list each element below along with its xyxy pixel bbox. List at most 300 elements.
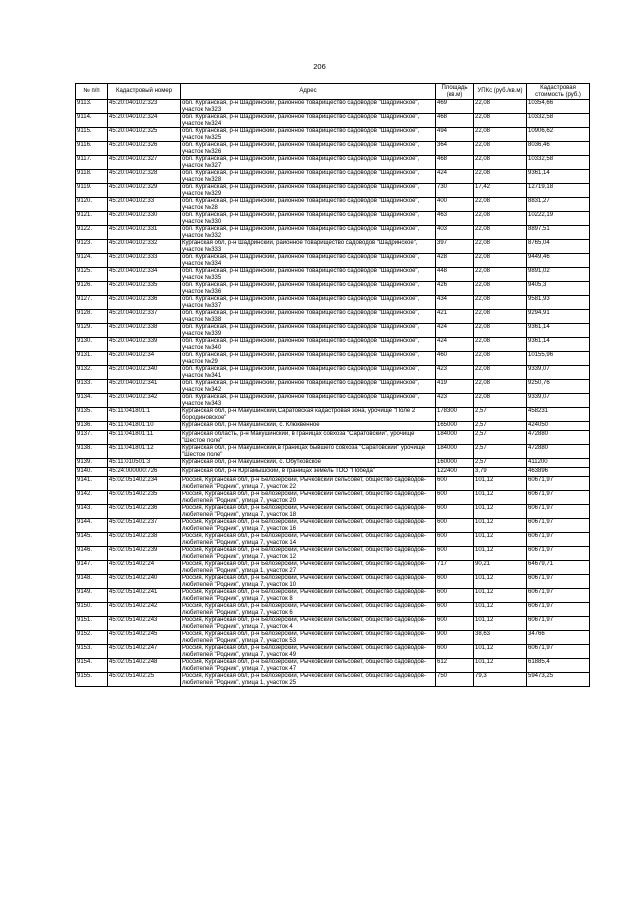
cell-cadastral-cost: 60671,97: [527, 477, 590, 491]
table-row: [76, 431, 590, 445]
cell-area: 612: [436, 659, 474, 673]
cell-cadastral-cost: 60671,97: [527, 589, 590, 603]
cell-cadastral-cost: 9294,91: [527, 310, 590, 324]
cell-address: обл. Курганская, р-н Шадринский, районное товарищество садоводов "Шадринское", участок №325: [181, 128, 436, 142]
cell-upks: 101,12: [474, 477, 527, 491]
cell-cadastral-number: 45:02:051402:245: [108, 631, 181, 645]
cell-area: 600: [436, 603, 474, 617]
table-row: [76, 645, 590, 659]
cell-address: обл. Курганская, р-н Шадринский, районное товарищество садоводов "Шадринское", участок №340: [181, 338, 436, 352]
cell-num: 9145.: [76, 533, 108, 547]
cell-cadastral-cost: 8831,27: [527, 198, 590, 212]
cell-upks: 101,12: [474, 617, 527, 631]
cell-num: 9150.: [76, 603, 108, 617]
cell-num: 9153.: [76, 645, 108, 659]
cell-num: 9133.: [76, 380, 108, 394]
cell-upks: 22,08: [474, 128, 527, 142]
table-row: [76, 114, 590, 128]
cell-cadastral-cost: 9361,14: [527, 324, 590, 338]
cell-cadastral-number: 45:20:040102:336: [108, 296, 181, 310]
cell-cadastral-number: 45:20:040102:324: [108, 114, 181, 128]
cell-cadastral-number: 45:11:041801:12: [108, 445, 181, 459]
cell-cadastral-number: 45:02:051402:248: [108, 659, 181, 673]
cell-address: Россия, Курганская обл, р-н Белозерский, Рычковский сельсовет, общество садоводов-любителей "Родник", улица 1, участок 25: [181, 673, 436, 687]
cell-address: обл. Курганская, р-н Шадринский, районное товарищество садоводов "Шадринское", участок №342: [181, 380, 436, 394]
cell-num: 9116.: [76, 142, 108, 156]
table-row: [76, 491, 590, 505]
cell-num: 9130.: [76, 338, 108, 352]
cell-cadastral-number: 45:02:051402:247: [108, 645, 181, 659]
table-row: [76, 459, 590, 468]
cell-upks: 22,08: [474, 114, 527, 128]
table-row: [76, 198, 590, 212]
cell-num: 9115.: [76, 128, 108, 142]
table-row: [76, 422, 590, 431]
cell-address: обл. Курганская, р-н Шадринский, районное товарищество садоводов "Шадринское", участок №329: [181, 184, 436, 198]
cell-address: обл. Курганская, р-н Шадринский, районное товарищество садоводов "Шадринское", участок №328: [181, 170, 436, 184]
cell-address: Россия, Курганская обл, р-н Белозерский, Рычковский сельсовет, общество садоводов-любителей "Родник", улица 7, участок 16: [181, 519, 436, 533]
cell-area: 423: [436, 366, 474, 380]
cell-upks: 22,08: [474, 100, 527, 114]
cell-upks: 2,57: [474, 431, 527, 445]
cell-num: 9155.: [76, 673, 108, 687]
cell-num: 9143.: [76, 505, 108, 519]
cell-address: обл. Курганская, р-н Шадринский, районное товарищество садоводов "Шадринское", участок №327: [181, 156, 436, 170]
cell-cadastral-number: 45:02:051402:235: [108, 491, 181, 505]
cell-area: 468: [436, 114, 474, 128]
cell-cadastral-number: 45:02:051402:240: [108, 575, 181, 589]
cell-address: Россия, Курганская обл, р-н Белозерский, Рычковский сельсовет, общество садоводов-любителей "Родник", улица 7, участок 47: [181, 659, 436, 673]
table-row: [76, 226, 590, 240]
cell-area: 468: [436, 156, 474, 170]
cell-cadastral-number: 45:02:051402:24: [108, 561, 181, 575]
cell-num: 9140.: [76, 468, 108, 477]
cell-cadastral-number: 45:02:051402:234: [108, 477, 181, 491]
cell-cadastral-cost: 424050: [527, 422, 590, 431]
cell-area: 600: [436, 547, 474, 561]
cell-upks: 22,08: [474, 310, 527, 324]
cell-upks: 22,08: [474, 254, 527, 268]
cell-cadastral-number: 45:02:051402:241: [108, 589, 181, 603]
cell-num: 9120.: [76, 198, 108, 212]
cell-area: 122400: [436, 468, 474, 477]
cell-cadastral-cost: 9339,07: [527, 366, 590, 380]
table-row: [76, 394, 590, 408]
cell-area: 400: [436, 198, 474, 212]
header-cadastral-number: Кадастровый номер: [108, 84, 181, 100]
cell-area: 600: [436, 477, 474, 491]
cell-upks: 101,12: [474, 505, 527, 519]
cell-upks: 22,08: [474, 366, 527, 380]
table-header-row: [76, 84, 590, 100]
cell-area: 403: [436, 226, 474, 240]
cell-area: 364: [436, 142, 474, 156]
cell-address: обл. Курганская, р-н Шадринский, районное товарищество садоводов "Шадринское", участок №323: [181, 100, 436, 114]
cell-upks: 101,12: [474, 491, 527, 505]
cell-num: 9149.: [76, 589, 108, 603]
table-row: [76, 617, 590, 631]
cell-address: обл. Курганская, р-н Шадринский, районное товарищество садоводов "Шадринское", участок №338: [181, 310, 436, 324]
cell-area: 178300: [436, 408, 474, 422]
cell-address: Россия, Курганская обл, р-н Белозерский, Рычковский сельсовет, общество садоводов-любителей "Родник", улица 7, участок 4: [181, 617, 436, 631]
cell-address: обл. Курганская, р-н Шадринский, районное товарищество садоводов "Шадринское", участок №28: [181, 198, 436, 212]
cell-cadastral-cost: 60671,97: [527, 533, 590, 547]
table-row: [76, 338, 590, 352]
cell-cadastral-cost: 8897,51: [527, 226, 590, 240]
cell-address: Россия, Курганская обл, р-н Белозерский, Рычковский сельсовет, общество садоводов-любителей "Родник", улица 1, участок 27: [181, 561, 436, 575]
header-cadastral-cost: Кадастровая стоимость (руб.): [527, 84, 590, 100]
cell-upks: 101,12: [474, 519, 527, 533]
cell-area: 160000: [436, 459, 474, 468]
header-address: Адрес: [181, 84, 436, 100]
table-row: [76, 659, 590, 673]
cell-cadastral-cost: 34766: [527, 631, 590, 645]
cell-address: Курганская обл, р-н Шадринский, районное товарищество садоводов "Шадринское", участок №333: [181, 240, 436, 254]
cell-address: обл. Курганская, р-н Шадринский, районное товарищество садоводов "Шадринское", участок №330: [181, 212, 436, 226]
table-row: [76, 505, 590, 519]
table-row: [76, 366, 590, 380]
cell-upks: 22,08: [474, 268, 527, 282]
cell-cadastral-number: 45:02:051402:238: [108, 533, 181, 547]
cell-cadastral-cost: 60671,97: [527, 575, 590, 589]
cell-cadastral-number: 45:20:040102:334: [108, 268, 181, 282]
cell-cadastral-number: 45:11:041801:10: [108, 422, 181, 431]
cell-cadastral-cost: 8765,04: [527, 240, 590, 254]
cell-num: 9154.: [76, 659, 108, 673]
cell-area: 494: [436, 128, 474, 142]
cell-area: 900: [436, 631, 474, 645]
cell-cadastral-cost: 9581,93: [527, 296, 590, 310]
cell-cadastral-cost: 10354,66: [527, 100, 590, 114]
cell-address: Курганская обл, р-н Макушинский, с. Обутковское: [181, 459, 436, 468]
cell-area: 600: [436, 617, 474, 631]
cell-num: 9125.: [76, 268, 108, 282]
cell-area: 600: [436, 589, 474, 603]
cell-area: 750: [436, 673, 474, 687]
cell-upks: 101,12: [474, 533, 527, 547]
table-row: [76, 468, 590, 477]
cell-address: Курганская область, р-н Макушинский, в границах совхоза "Саратовский", урочище "Шестое поле": [181, 431, 436, 445]
cell-num: 9139.: [76, 459, 108, 468]
table-row: [76, 631, 590, 645]
cell-num: 9131.: [76, 352, 108, 366]
cell-area: 428: [436, 254, 474, 268]
cell-address: Россия, Курганская обл, р-н Белозерский, Рычковский сельсовет, общество садоводов-любителей "Родник", улица 7, участок 20: [181, 491, 436, 505]
cell-cadastral-number: 45:20:040102:332: [108, 240, 181, 254]
table-row: [76, 589, 590, 603]
cell-cadastral-cost: 472880: [527, 431, 590, 445]
cell-num: 9121.: [76, 212, 108, 226]
cell-upks: 22,08: [474, 212, 527, 226]
cell-cadastral-number: 45:20:040102:329: [108, 184, 181, 198]
cell-num: 9132.: [76, 366, 108, 380]
cell-cadastral-cost: 12719,18: [527, 184, 590, 198]
cell-address: обл. Курганская, р-н Шадринский, районное товарищество садоводов "Шадринское", участок №343: [181, 394, 436, 408]
table-body: [76, 100, 590, 687]
cell-cadastral-number: 45:20:040102:33: [108, 198, 181, 212]
cell-cadastral-cost: 60671,97: [527, 505, 590, 519]
cell-num: 9134.: [76, 394, 108, 408]
cell-upks: 22,08: [474, 226, 527, 240]
cell-area: 424: [436, 338, 474, 352]
cell-cadastral-cost: 60671,97: [527, 645, 590, 659]
cell-area: 600: [436, 645, 474, 659]
table-row: [76, 282, 590, 296]
table-row: [76, 296, 590, 310]
table-row: [76, 156, 590, 170]
cell-cadastral-cost: 9361,14: [527, 338, 590, 352]
cell-cadastral-cost: 411200: [527, 459, 590, 468]
cell-address: обл. Курганская, р-н Шадринский, районное товарищество садоводов "Шадринское", участок №29: [181, 352, 436, 366]
cell-cadastral-number: 45:11:041801:11: [108, 431, 181, 445]
cell-address: Курганская обл, р-н Макушинский, с. Клюквенное: [181, 422, 436, 431]
cell-upks: 22,08: [474, 296, 527, 310]
cell-area: 424: [436, 170, 474, 184]
cell-num: 9117.: [76, 156, 108, 170]
cell-cadastral-cost: 59473,25: [527, 673, 590, 687]
cell-cadastral-number: 45:20:040102:327: [108, 156, 181, 170]
cell-area: 423: [436, 394, 474, 408]
cell-upks: 101,12: [474, 603, 527, 617]
cell-area: 419: [436, 380, 474, 394]
cell-cadastral-cost: 10222,19: [527, 212, 590, 226]
cell-num: 9126.: [76, 282, 108, 296]
cell-cadastral-number: 45:20:040102:342: [108, 394, 181, 408]
cell-num: 9129.: [76, 324, 108, 338]
cell-cadastral-cost: 61885,4: [527, 659, 590, 673]
cell-num: 9114.: [76, 114, 108, 128]
cell-num: 9127.: [76, 296, 108, 310]
cell-address: Россия, Курганская обл, р-н Белозерский, Рычковский сельсовет, общество садоводов-любителей "Родник", улица 7, участок 18: [181, 505, 436, 519]
page-number: 206: [313, 62, 326, 71]
cell-address: Курганская обл, р-н Юргамышский, в границах земель ТОО "Победа": [181, 468, 436, 477]
cell-area: 717: [436, 561, 474, 575]
cell-cadastral-cost: 8036,46: [527, 142, 590, 156]
table-row: [76, 533, 590, 547]
cell-address: обл. Курганская, р-н Шадринский, районное товарищество садоводов "Шадринское", участок №336: [181, 282, 436, 296]
cell-cadastral-cost: 60671,97: [527, 547, 590, 561]
cell-num: 9141.: [76, 477, 108, 491]
cell-num: 9128.: [76, 310, 108, 324]
cell-cadastral-cost: 60671,97: [527, 491, 590, 505]
cell-upks: 17,42: [474, 184, 527, 198]
table-row: [76, 547, 590, 561]
cell-address: Курганская обл, р-н Макушинский,Саратовская кадастровая зона, урочище "Поле 2 бородиновское": [181, 408, 436, 422]
cell-upks: 22,08: [474, 240, 527, 254]
cell-area: 460: [436, 352, 474, 366]
cell-upks: 22,08: [474, 142, 527, 156]
cell-upks: 79,3: [474, 673, 527, 687]
cell-address: Курганская обл, р-н Макушинский,в границах бывшего совхоза "Саратовский" урочище "Шестое поле": [181, 445, 436, 459]
cell-num: 9122.: [76, 226, 108, 240]
cell-address: обл. Курганская, р-н Шадринский, районное товарищество садоводов "Шадринское", участок №332: [181, 226, 436, 240]
cell-area: 600: [436, 533, 474, 547]
cell-address: Россия, Курганская обл, р-н Белозерский, Рычковский сельсовет, общество садоводов-любителей "Родник", улица 7, участок 49: [181, 645, 436, 659]
table-row: [76, 268, 590, 282]
cell-cadastral-number: 45:02:051402:25: [108, 673, 181, 687]
header-upks: УПКс (руб./кв.м): [474, 84, 527, 100]
cell-cadastral-cost: 10332,58: [527, 156, 590, 170]
table-row: [76, 324, 590, 338]
cell-upks: 22,08: [474, 170, 527, 184]
table-row: [76, 184, 590, 198]
table-row: [76, 170, 590, 184]
cell-cadastral-cost: 60671,97: [527, 617, 590, 631]
table-row: [76, 240, 590, 254]
cell-num: 9135.: [76, 408, 108, 422]
cell-area: 165000: [436, 422, 474, 431]
cell-num: 9113.: [76, 100, 108, 114]
table-row: [76, 142, 590, 156]
cell-area: 730: [436, 184, 474, 198]
cell-upks: 2,57: [474, 459, 527, 468]
cell-cadastral-number: 45:20:040102:323: [108, 100, 181, 114]
cell-upks: 101,12: [474, 659, 527, 673]
cell-num: 9118.: [76, 170, 108, 184]
header-area: Площадь (кв.м): [436, 84, 474, 100]
cell-num: 9146.: [76, 547, 108, 561]
cell-num: 9148.: [76, 575, 108, 589]
cell-address: Россия, Курганская обл, р-н Белозерский, Рычковский сельсовет, общество садоводов-любителей "Родник", улица 7, участок 14: [181, 533, 436, 547]
table-row: [76, 380, 590, 394]
cell-num: 9151.: [76, 617, 108, 631]
table-row: [76, 673, 590, 687]
cell-upks: 22,08: [474, 198, 527, 212]
cell-address: Россия, Курганская обл, р-н Белозерский, Рычковский сельсовет, общество садоводов-любителей "Родник", улица 7, участок 10: [181, 575, 436, 589]
cell-area: 397: [436, 240, 474, 254]
cell-address: Россия, Курганская обл, р-н Белозерский, Рычковский сельсовет, общество садоводов-любителей "Родник", улица 7, участок 12: [181, 547, 436, 561]
cell-address: обл. Курганская, р-н Шадринский, районное товарищество садоводов "Шадринское", участок №326: [181, 142, 436, 156]
cell-upks: 38,63: [474, 631, 527, 645]
table-row: [76, 519, 590, 533]
cell-cadastral-cost: 60671,97: [527, 603, 590, 617]
cell-address: Россия, Курганская обл, р-н Белозерский, Рычковский сельсовет, общество садоводов-любителей "Родник", улица 7, участок 53: [181, 631, 436, 645]
cell-num: 9137.: [76, 431, 108, 445]
cell-num: 9123.: [76, 240, 108, 254]
table-row: [76, 100, 590, 114]
cell-num: 9136.: [76, 422, 108, 431]
cell-area: 448: [436, 268, 474, 282]
cell-num: 9144.: [76, 519, 108, 533]
cell-cadastral-cost: 10906,62: [527, 128, 590, 142]
cell-upks: 22,08: [474, 338, 527, 352]
cell-upks: 101,12: [474, 645, 527, 659]
cell-address: обл. Курганская, р-н Шадринский, районное товарищество садоводов "Шадринское", участок №339: [181, 324, 436, 338]
cell-upks: 22,08: [474, 380, 527, 394]
cell-cadastral-number: 45:02:051402:236: [108, 505, 181, 519]
cell-num: 9119.: [76, 184, 108, 198]
cell-area: 469: [436, 100, 474, 114]
cell-address: обл. Курганская, р-н Шадринский, районное товарищество садоводов "Шадринское", участок №334: [181, 254, 436, 268]
cell-cadastral-cost: 64679,71: [527, 561, 590, 575]
cell-address: обл. Курганская, р-н Шадринский, районное товарищество садоводов "Шадринское", участок №337: [181, 296, 436, 310]
cadastral-table: [75, 83, 590, 687]
cell-area: 600: [436, 519, 474, 533]
cell-upks: 22,08: [474, 282, 527, 296]
cell-cadastral-number: 45:20:040102:341: [108, 380, 181, 394]
cell-area: 421: [436, 310, 474, 324]
cell-address: обл. Курганская, р-н Шадринский, районное товарищество садоводов "Шадринское", участок №324: [181, 114, 436, 128]
cell-cadastral-number: 45:20:040102:34: [108, 352, 181, 366]
cell-cadastral-cost: 9449,46: [527, 254, 590, 268]
cell-address: Россия, Курганская обл, р-н Белозерский, Рычковский сельсовет, общество садоводов-любителей "Родник", улица 7, участок 8: [181, 589, 436, 603]
cell-upks: 22,08: [474, 324, 527, 338]
table-row: [76, 352, 590, 366]
cell-area: 463: [436, 212, 474, 226]
cell-upks: 22,08: [474, 352, 527, 366]
table-row: [76, 408, 590, 422]
cell-upks: 101,12: [474, 547, 527, 561]
cell-cadastral-number: 45:02:051402:242: [108, 603, 181, 617]
cell-cadastral-number: 45:20:040102:340: [108, 366, 181, 380]
cell-area: 600: [436, 575, 474, 589]
cell-area: 184000: [436, 445, 474, 459]
cell-num: 9147.: [76, 561, 108, 575]
cell-area: 600: [436, 505, 474, 519]
cell-upks: 2,57: [474, 408, 527, 422]
cell-cadastral-number: 45:20:040102:325: [108, 128, 181, 142]
cell-address: обл. Курганская, р-н Шадринский, районное товарищество садоводов "Шадринское", участок №341: [181, 366, 436, 380]
cell-cadastral-cost: 472880: [527, 445, 590, 459]
cell-area: 184000: [436, 431, 474, 445]
cell-cadastral-number: 45:20:040102:338: [108, 324, 181, 338]
cell-cadastral-number: 45:20:040102:330: [108, 212, 181, 226]
cell-address: Россия, Курганская обл, р-н Белозерский, Рычковский сельсовет, общество садоводов-любителей "Родник", улица 7, участок 6: [181, 603, 436, 617]
cell-cadastral-number: 45:20:040102:339: [108, 338, 181, 352]
cell-num: 9142.: [76, 491, 108, 505]
cell-cadastral-cost: 463896: [527, 468, 590, 477]
cell-cadastral-cost: 9405,3: [527, 282, 590, 296]
cell-cadastral-cost: 9361,14: [527, 170, 590, 184]
table-row: [76, 561, 590, 575]
cell-area: 424: [436, 324, 474, 338]
cell-num: 9124.: [76, 254, 108, 268]
cell-upks: 101,12: [474, 589, 527, 603]
cell-upks: 2,57: [474, 422, 527, 431]
cell-cadastral-number: 45:20:040102:337: [108, 310, 181, 324]
cell-cadastral-number: 45:20:040102:333: [108, 254, 181, 268]
table-row: [76, 310, 590, 324]
cell-cadastral-number: 45:20:040102:326: [108, 142, 181, 156]
table-row: [76, 603, 590, 617]
cell-cadastral-cost: 9339,07: [527, 394, 590, 408]
cell-cadastral-number: 45:20:040102:328: [108, 170, 181, 184]
cell-address: Россия, Курганская обл, р-н Белозерский, Рычковский сельсовет, общество садоводов-любителей "Родник", улица 7, участок 22: [181, 477, 436, 491]
cell-address: обл. Курганская, р-н Шадринский, районное товарищество садоводов "Шадринское", участок №335: [181, 268, 436, 282]
cell-cadastral-cost: 458231: [527, 408, 590, 422]
cell-cadastral-number: 45:02:051402:243: [108, 617, 181, 631]
cell-num: 9138.: [76, 445, 108, 459]
cell-area: 600: [436, 491, 474, 505]
table-row: [76, 477, 590, 491]
cell-cadastral-number: 45:20:040102:335: [108, 282, 181, 296]
cell-area: 434: [436, 296, 474, 310]
cell-cadastral-number: 45:20:040102:331: [108, 226, 181, 240]
cell-cadastral-cost: 10155,96: [527, 352, 590, 366]
cell-cadastral-number: 45:24:000000:726: [108, 468, 181, 477]
cell-area: 426: [436, 282, 474, 296]
table-row: [76, 212, 590, 226]
cell-cadastral-number: 45:02:051402:239: [108, 547, 181, 561]
cell-cadastral-number: 45:11:041801:1: [108, 408, 181, 422]
cell-upks: 22,08: [474, 156, 527, 170]
cell-upks: 2,57: [474, 445, 527, 459]
cell-cadastral-number: 45:02:051402:237: [108, 519, 181, 533]
cell-upks: 101,12: [474, 575, 527, 589]
cell-num: 9152.: [76, 631, 108, 645]
cell-upks: 3,79: [474, 468, 527, 477]
table-row: [76, 575, 590, 589]
